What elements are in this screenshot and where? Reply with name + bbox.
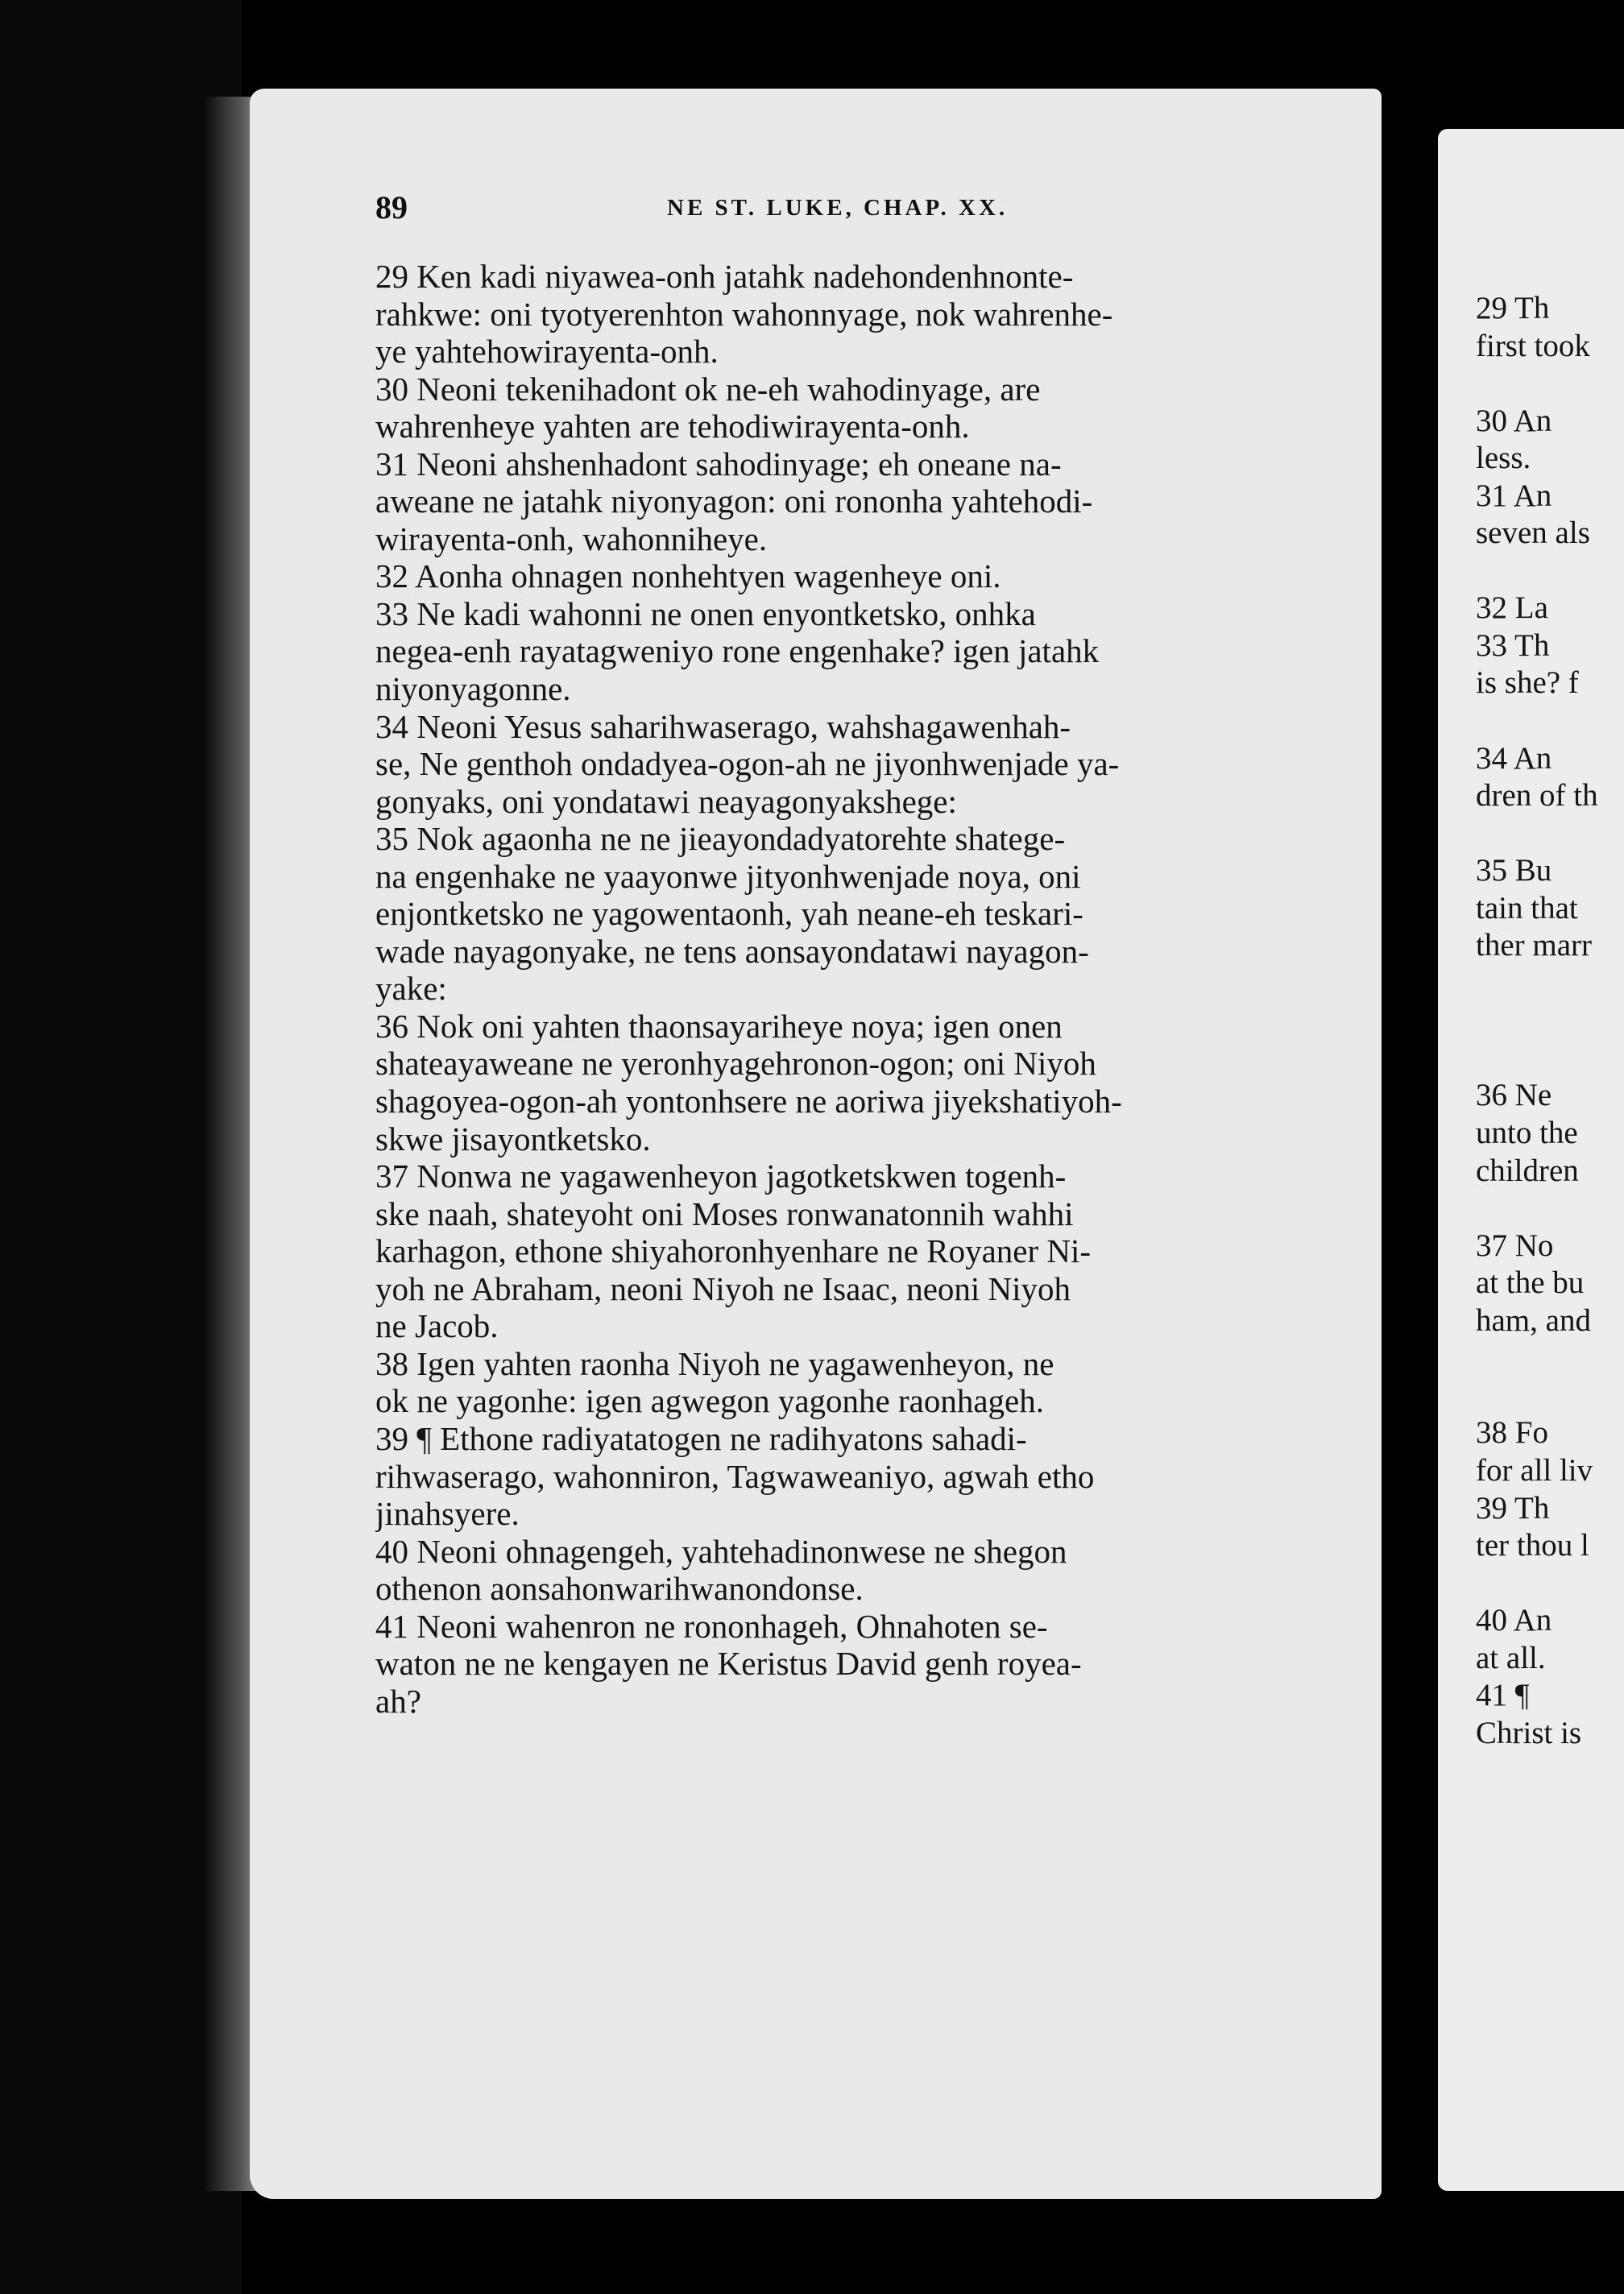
facing-text-line: 41 ¶ xyxy=(1476,1678,1530,1713)
facing-text-line xyxy=(1476,1340,1624,1377)
facing-text-line xyxy=(1476,1565,1624,1603)
facing-text-line: ther marr xyxy=(1476,928,1593,963)
facing-text-line xyxy=(1476,365,1624,403)
text-line: se, Ne genthoh ondadyea-ogon-ah ne jiyonhwenjade ya- xyxy=(375,745,1120,783)
facing-text-line: first took xyxy=(1476,328,1590,363)
facing-text-line: 32 La xyxy=(1476,590,1548,626)
facing-text-line: for all liv xyxy=(1476,1452,1593,1488)
text-line: 29 Ken kadi niyawea-onh jatahk nadehondenhnonte- xyxy=(375,258,1074,295)
facing-text-line: 37 No xyxy=(1476,1228,1554,1263)
text-line: negea-enh rayatagweniyo rone engenhake? igen jatahk xyxy=(375,632,1100,670)
text-line: ah? xyxy=(375,1682,421,1720)
facing-text-line xyxy=(1476,1190,1624,1228)
facing-text-line xyxy=(1476,1002,1624,1040)
text-line: 33 Ne kadi wahonni ne onen enyontketsko, onhka xyxy=(375,594,1036,632)
facing-text-line xyxy=(1476,1377,1624,1415)
text-line: 32 Aonha ohnagen nonhehtyen wagenheye oni. xyxy=(375,557,1001,595)
facing-text-line: tain that xyxy=(1476,890,1578,925)
text-line: 40 Neoni ohnagengeh, yahtehadinonwese ne shegon xyxy=(375,1532,1067,1570)
facing-text-line: is she? f xyxy=(1476,665,1579,701)
facing-text-line: 29 Th xyxy=(1476,291,1550,325)
text-line: 30 Neoni tekenihadont ok ne-eh wahodinyage, are xyxy=(375,370,1041,408)
facing-text-line: 30 An xyxy=(1476,403,1552,438)
text-line: 36 Nok oni yahten thaonsayariheye noya; igen onen xyxy=(375,1007,1063,1045)
text-line: ok ne yagonhe: igen agwegon yagonhe raonhageh. xyxy=(375,1382,1044,1420)
text-line: skwe jisayontketsko. xyxy=(375,1120,651,1157)
facing-page-text-column xyxy=(1476,290,1624,1752)
text-line: na engenhake ne yaayonwe jityonhwenjade noya, oni xyxy=(375,857,1081,895)
text-line: enjontketsko ne yagowentaonh, yah neane-eh teskari- xyxy=(375,895,1083,933)
text-line: wahrenheye yahten are tehodiwirayenta-onh. xyxy=(375,408,970,445)
facing-text-line: seven als xyxy=(1476,516,1590,551)
main-text-column xyxy=(375,258,1360,1720)
text-line: shateayaweane ne yeronhyagehronon-ogon; oni Niyoh xyxy=(375,1045,1096,1083)
text-line: gonyaks, oni yondatawi neayagonyakshege: xyxy=(375,782,957,820)
text-line: yake: xyxy=(375,970,447,1008)
facing-text-line xyxy=(1476,702,1624,740)
text-line: rahkwe: oni tyotyerenhton wahonnyage, nok wahrenhe- xyxy=(375,295,1113,333)
text-line: ye yahtehowirayenta-onh. xyxy=(375,333,719,371)
page-header xyxy=(375,188,1342,237)
text-line: jinahsyere. xyxy=(375,1495,520,1533)
facing-text-line: children xyxy=(1476,1153,1579,1188)
text-line: 38 Igen yahten raonha Niyoh ne yagawenheyon, ne xyxy=(375,1344,1054,1382)
facing-text-line: 31 An xyxy=(1476,478,1552,513)
facing-text-line: dren of th xyxy=(1476,778,1598,814)
facing-text-line xyxy=(1476,965,1624,1003)
text-line: othenon aonsahonwarihwanondonse. xyxy=(375,1570,864,1608)
facing-text-line: 34 An xyxy=(1476,740,1552,776)
facing-text-line: 35 Bu xyxy=(1476,853,1552,888)
text-line: 41 Neoni wahenron ne rononhageh, Ohnahoten se- xyxy=(375,1607,1048,1645)
facing-text-line: less. xyxy=(1476,441,1531,476)
facing-text-line: 33 Th xyxy=(1476,627,1550,663)
text-line: 37 Nonwa ne yagawenheyon jagotketskwen togenh- xyxy=(375,1157,1067,1195)
facing-text-line: at the bu xyxy=(1476,1265,1585,1301)
facing-text-line: ham, and xyxy=(1476,1302,1591,1338)
text-line: niyonyagonne. xyxy=(375,670,571,708)
facing-text-line xyxy=(1476,815,1624,853)
text-line: 34 Neoni Yesus saharihwaserago, wahshagawenhah- xyxy=(375,707,1071,745)
text-line: 35 Nok agaonha ne ne jieayondadyatorehte shatege- xyxy=(375,820,1066,858)
text-line: aweane ne jatahk niyonyagon: oni rononha yahtehodi- xyxy=(375,482,1093,520)
text-line: ske naah, shateyoht oni Moses ronwanatonnih wahhi xyxy=(375,1195,1074,1232)
text-line: rihwaserago, wahonniron, Tagwaweaniyo, agwah etho xyxy=(375,1457,1095,1495)
text-line: wade nayagonyake, ne tens aonsayondatawi nayagon- xyxy=(375,932,1089,970)
text-line: shagoyea-ogon-ah yontonhsere ne aoriwa jiyekshatiyoh- xyxy=(375,1083,1122,1120)
facing-text-line: 38 Fo xyxy=(1476,1415,1548,1451)
facing-text-line: at all. xyxy=(1476,1640,1546,1675)
facing-text-line: 39 Th xyxy=(1476,1490,1550,1526)
facing-text-line: unto the xyxy=(1476,1116,1578,1151)
facing-text-line xyxy=(1476,553,1624,590)
text-line: 31 Neoni ahshenhadont sahodinyage; eh oneane na- xyxy=(375,445,1062,482)
facing-text-line xyxy=(1476,1040,1624,1078)
text-line: waton ne ne kengayen ne Keristus David genh royea- xyxy=(375,1645,1082,1683)
text-line: karhagon, ethone shiyahoronhyenhare ne Royaner Ni- xyxy=(375,1232,1092,1270)
text-line: ne Jacob. xyxy=(375,1307,499,1345)
text-line: 39 ¶ Ethone radiyatatogen ne radihyatons sahadi- xyxy=(375,1419,1027,1457)
facing-text-line: Christ is xyxy=(1476,1715,1582,1750)
facing-text-line: 40 An xyxy=(1476,1603,1552,1638)
running-head: NE ST. LUKE, CHAP. XX. xyxy=(667,195,1009,221)
page-number: 89 xyxy=(375,189,408,226)
text-line: yoh ne Abraham, neoni Niyoh ne Isaac, neoni Niyoh xyxy=(375,1269,1071,1307)
text-line: wirayenta-onh, wahonniheye. xyxy=(375,520,768,557)
facing-text-line: 36 Ne xyxy=(1476,1078,1552,1113)
facing-text-line: ter thou l xyxy=(1476,1528,1589,1563)
